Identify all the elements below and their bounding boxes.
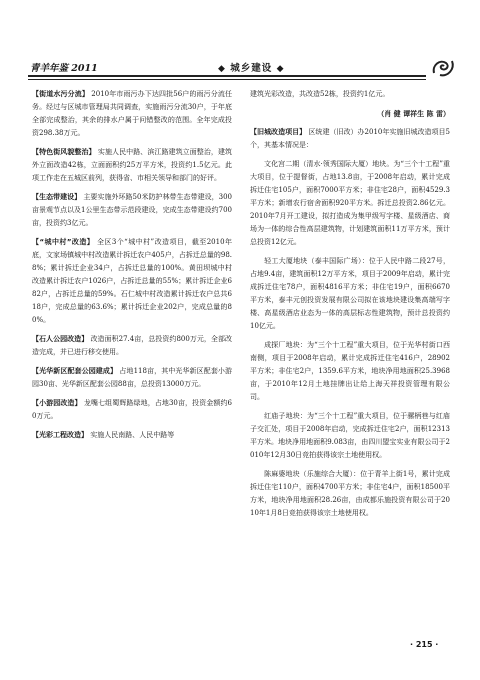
entry-heading: 【生态带建设】	[32, 193, 82, 201]
swirl-logo-icon	[430, 55, 456, 79]
entry-heading: 【光华新区配套公园建成】	[32, 367, 118, 375]
entry-heading: 【石人公园改造】	[32, 335, 89, 343]
entry-text: 区统建（旧改）办2010年实施旧城改造项目5个，其基本情况是：	[250, 128, 450, 149]
entry-heading: 【小游园改造】	[32, 399, 82, 407]
entry-text: 改造面积27.4亩，总投资约800万元，全部改造完成，并已进行移交使用。	[32, 335, 232, 356]
continued-paragraph: 建筑光彩改造，共改造52栋，投资约1亿元。	[250, 90, 390, 98]
section-label: 城乡建设	[230, 63, 273, 74]
paragraph	[32, 236, 232, 327]
page-number: · 215 ·	[410, 640, 439, 649]
entry-text: 文化宫二期（清水·领秀国际大厦）地块。为“三个十工程”重大项目，位于提督街，占地13.8亩，于2008年启动，累计完成拆迁住宅105户，面积7000平方米；非住宅28户，面积4529.3平方米；新增农行宿舍面积920平方米。拆迁总投资2.86亿元。2010年7月开工建设，拟打造成为集甲级写字楼、星级酒店、商场为一体的综合性高层建筑物，计划建筑面积11万平方米，预计总投资12亿元。	[250, 160, 450, 246]
paragraph	[32, 333, 232, 359]
entry-heading: 【光彩工程改造】	[32, 431, 88, 439]
entry-text: 实施人民中路、滨江路建筑立面整治，建筑外立面改造42栋，立面面积约25万平方米，投资约1.5亿元。此项工作走在五城区前列，获得省、市相关领导和部门的好评。	[32, 148, 233, 182]
publication-title: 青羊年鉴 2011	[30, 63, 98, 74]
paragraph	[32, 146, 232, 185]
right-column	[250, 88, 450, 526]
header-rule-thin	[28, 79, 426, 80]
author-signature: （肖 健 谭祥生 陈 雷）	[377, 109, 450, 118]
entry-text: 全区3个“城中村”改造项目，截至2010年底，文家场镇城中村改造累计拆迁农户405户，占拆迁总量的98.8%；累计拆迁企业34户，占拆迁总量的100%。黄田坝城中村改造累计拆迁农户1026户，占拆迁总量的55%；累计拆迁企业682户，占拆迁总量的59%。石仁城中村改造累计拆迁农户总共618户，完成总量的63.6%；累计拆迁企业202户，完成总量的80%。	[32, 238, 232, 324]
running-header	[28, 60, 444, 74]
paragraph	[250, 158, 450, 249]
header-rule-thick	[28, 75, 426, 77]
left-column	[32, 88, 232, 448]
paragraph	[32, 88, 232, 140]
diamond-left-icon: ◆	[218, 64, 226, 74]
paragraph	[250, 255, 450, 333]
paragraph	[250, 126, 450, 152]
section-title	[218, 60, 284, 74]
entry-heading: 【街道水污分流】	[32, 90, 89, 98]
diamond-right-icon: ◆	[276, 64, 285, 74]
entry-text: 占地118亩，其中光华新区配套小游园30亩、光华新区配套公园88亩，总投资13000万元。	[32, 367, 232, 388]
entry-heading: 【特色街风貌整治】	[32, 148, 96, 156]
paragraph	[250, 339, 450, 404]
entry-text: 成探厂地块：为“三个十工程”重大项目，位于光华村街口西南侧，项目于2008年启动，累计完成拆迁住宅416户，28902平方米；非住宅2户，1359.6平方米，地块净用地面积25.3968亩，于2010年12月土地挂牌出让给上海天祥投资管理有限公司。	[250, 341, 450, 401]
entry-text: 实施人民南路、人民中路等	[90, 431, 175, 439]
entry-text: 陈麻婆地块（乐施综合大厦）：位于青羊上街1号，累计完成拆迁住宅110户，面积4700平方米；非住宅4户，面积18500平方米，地块净用地面积28.26亩，由成都乐施投资有限公司于2010年1月8日竞拍获得该宗土地使用权。	[250, 470, 450, 517]
paragraph	[32, 191, 232, 230]
paragraph	[250, 410, 450, 462]
entry-text: 主要实施外环路50米防护林带生态带建设，300亩景观节点以及1公里生态带示范段建设，完成生态带建设约700亩，投资约3亿元。	[32, 193, 232, 227]
paragraph	[32, 365, 232, 391]
paragraph	[32, 397, 232, 423]
entry-text: 2010年市雨污办下达四批56户的雨污分流任务。经过与区城市管理局共同调查，实施雨污分流30户，于年底全部完成整治，其余的排水户属于问错整改的范围。全年完成投资298.38万元。	[32, 90, 232, 137]
entry-heading: 【“城中村”改造】	[32, 238, 95, 246]
entry-heading: 【旧城改造项目】	[250, 128, 307, 136]
entry-text: 红庙子地块：为“三个十工程”重大项目，位于骡柄巷与红庙子交汇处，项目于2008年启动，完成拆迁住宅2户，面积12313平方米。地块净用地面积9.083亩，由四川盟宝实业有限公司于2010年12月30日竞拍获得该宗土地使用权。	[250, 412, 450, 459]
paragraph	[32, 429, 232, 442]
paragraph	[250, 468, 450, 520]
entry-text: 龙嘴七组蜀辉路绿地，占地30亩，投资金额约60万元。	[32, 399, 232, 420]
entry-text: 轻工大厦地块（泰丰国际广场）：位于人民中路二段27号，占地9.4亩，建筑面积12万平方米，项目于2009年启动，累计完成拆迁住宅78户，面积4816平方米；非住宅19户，面积6670平方米，泰丰元创投资发展有限公司拟在该地块建设集高端写字楼、高星级酒店业态为一体的高层标志性建筑物，预计总投资约10亿元。	[250, 257, 450, 330]
